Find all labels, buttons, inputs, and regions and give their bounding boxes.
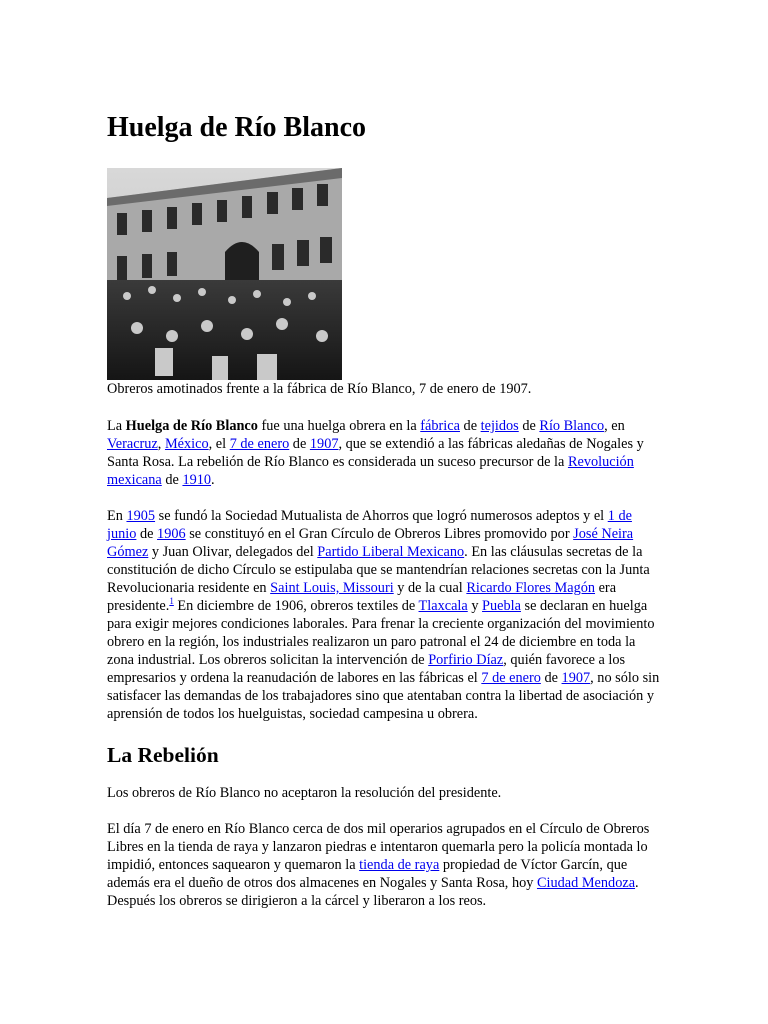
link-1-de-junio[interactable]: 1 de junio (107, 508, 632, 542)
image-caption: Obreros amotinados frente a la fábrica de Río Blanco, 7 de enero de 1907. (107, 381, 532, 397)
link-partido-liberal-mexicano[interactable]: Partido Liberal Mexicano (317, 544, 465, 560)
link-7-de-enero[interactable]: 7 de enero (229, 436, 290, 452)
link-tejidos[interactable]: tejidos (480, 418, 519, 434)
intro-paragraph: La Huelga de Río Blanco fue una huelga obrera en la fábrica de tejidos de Río Blanco, en Veracruz, México, el 7 de enero de 1907, que se extendió a las fábricas aledañas de Nogales y Santa Rosa. La rebelión de Río Blanco es considerada un suceso precursor de la Revolución mexicana de 1910. (107, 418, 644, 488)
link-1905[interactable]: 1905 (126, 508, 156, 524)
rebelion-paragraph-1: Los obreros de Río Blanco no aceptaron la resolución del presidente. (107, 785, 502, 801)
link-fabrica[interactable]: fábrica (420, 418, 460, 434)
historical-photo (107, 168, 342, 380)
link-mexico[interactable]: México (164, 436, 209, 452)
link-rio-blanco[interactable]: Río Blanco (539, 418, 605, 434)
page-title: Huelga de Río Blanco (107, 112, 367, 143)
rebelion-paragraph-2: El día 7 de enero en Río Blanco cerca de dos mil operarios agrupados en el Círculo de Obreros Libres en la tienda de raya y lanzaron piedras e intentaron quemarla pero la policía montada lo impidió, entonces saquearon y quemaron la tienda de raya propiedad de Víctor Garcín, que además era el dueño de otros dos almacenes en Nogales y Santa Rosa, hoy Ciudad Mendoza. Después los obreros se dirigieron a la cárcel y liberaron a los reos. (107, 821, 650, 909)
link-1906[interactable]: 1906 (157, 526, 186, 542)
link-jose-neira-gomez[interactable]: José Neira Gómez (107, 526, 634, 560)
link-1910[interactable]: 1910 (182, 472, 212, 488)
footnote-1[interactable]: 1 (169, 596, 174, 607)
link-veracruz[interactable]: Veracruz (107, 436, 158, 452)
link-saint-louis-missouri[interactable]: Saint Louis, Missouri (270, 580, 394, 596)
document-body (107, 110, 663, 928)
link-porfirio-diaz[interactable]: Porfirio Díaz (428, 652, 504, 668)
link-tlaxcala[interactable]: Tlaxcala (418, 598, 468, 614)
link-ciudad-mendoza[interactable]: Ciudad Mendoza (536, 875, 636, 891)
link-revolucion-mexicana[interactable]: Revolución mexicana (107, 454, 634, 488)
link-ricardo-flores-magon[interactable]: Ricardo Flores Magón (466, 580, 596, 596)
bold-term: Huelga de Río Blanco (125, 418, 258, 434)
link-1907[interactable]: 1907 (309, 436, 339, 452)
link-7-de-enero-2[interactable]: 7 de enero (481, 670, 541, 686)
history-paragraph: En 1905 se fundó la Sociedad Mutualista de Ahorros que logró numerosos adeptos y el 1 de junio de 1906 se constituyó en el Gran Círculo de Obreros Libres promovido por José Neira Gómez y Juan Olivar, delegados del Partido Liberal Mexicano. En las cláusulas secretas de la constitución de dicho Círculo se estipulaba que se mantendrían relaciones secretas con la Junta Revolucionaria residente en Saint Louis, Missouri y de la cual Ricardo Flores Magón era presidente.$^1$ En diciembre de 1906, obreros textiles de Tlaxcala y Puebla se declaran en huelga para exigir mejores condiciones laborales. Para frenar la creciente organización del movimiento obrero en la región, los industriales realizaron un paro patronal el 24 de diciembre en toda la zona industrial. Los obreros solicitan la intervención de Porfirio Díaz, quién favorece a los empresarios y ordena la reanudación de labores en las fábricas el 7 de enero de 1907, no sólo sin satisfacer las demandas de los trabajadores sino que atentaban contra la libertad de asociación y aprensión de todos los huelguistas, sociedad campesina u obrera. (107, 508, 660, 722)
link-puebla[interactable]: Puebla (482, 598, 521, 614)
section-heading-rebelion: La Rebelión (107, 743, 219, 767)
link-1907-2[interactable]: 1907 (561, 670, 591, 686)
link-tienda-de-raya[interactable]: tienda de raya (359, 857, 440, 873)
